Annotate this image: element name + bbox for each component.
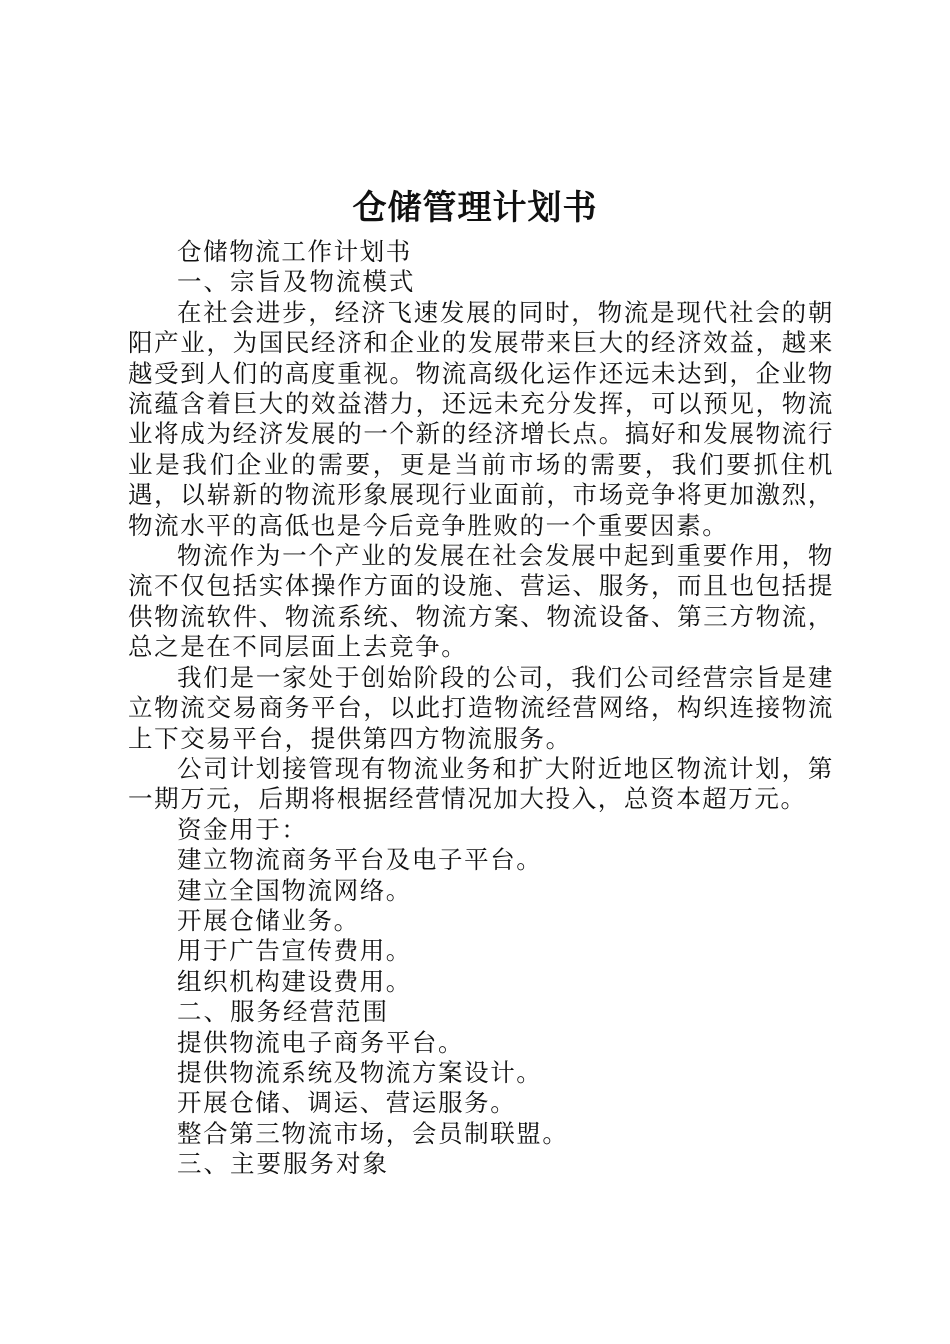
list-item: 建立全国物流网络。 [177,875,412,905]
list-item: 用于广告宣传费用。 [177,936,412,966]
body-paragraph: 公司计划接管现有物流业务和扩大附近地区物流计划，第一期万元，后期将根据经营情况加大投入，总资本超万元。 [128,753,834,814]
document-title: 仓储管理计划书 [352,188,598,228]
list-item: 整合第三物流市场，会员制联盟。 [177,1118,569,1148]
document-subtitle: 仓储物流工作计划书 [177,237,412,266]
list-item: 建立物流商务平台及电子平台。 [177,845,543,875]
body-paragraph: 资金用于： [177,814,308,844]
body-paragraph: 在社会进步，经济飞速发展的同时，物流是现代社会的朝阳产业，为国民经济和企业的发展带来巨大的经济效益，越来越受到人们的高度重视。物流高级化运作还远未达到，企业物流蕴含着巨大的效益潜力，还远未充分发挥，可以预见，物流业将成为经济发展的一个新的经济增长点。搞好和发展物流行业是我们企业的需要，更是当前市场的需要，我们要抓住机遇，以崭新的物流形象展现行业面前，市场竞争将更加激烈，物流水平的高低也是今后竞争胜败的一个重要因素。 [128,297,834,540]
list-item: 提供物流电子商务平台。 [177,1027,465,1057]
list-item: 开展仓储、调运、营运服务。 [177,1088,517,1118]
section-heading: 二、服务经营范围 [177,997,389,1027]
document-body [128,237,834,1180]
body-paragraph: 物流作为一个产业的发展在社会发展中起到重要作用，物流不仅包括实体操作方面的设施、营运、服务，而且也包括提供物流软件、物流系统、物流方案、物流设备、第三方物流，总之是在不同层面上去竞争。 [128,541,834,662]
section-heading: 三、主要服务对象 [177,1149,389,1179]
body-paragraph: 我们是一家处于创始阶段的公司，我们公司经营宗旨是建立物流交易商务平台，以此打造物流经营网络，构织连接物流上下交易平台，提供第四方物流服务。 [128,662,834,753]
list-item: 开展仓储业务。 [177,905,360,935]
list-item: 提供物流系统及物流方案设计。 [177,1057,543,1087]
section-heading: 一、宗旨及物流模式 [177,267,416,297]
list-item: 组织机构建设费用。 [177,966,412,996]
